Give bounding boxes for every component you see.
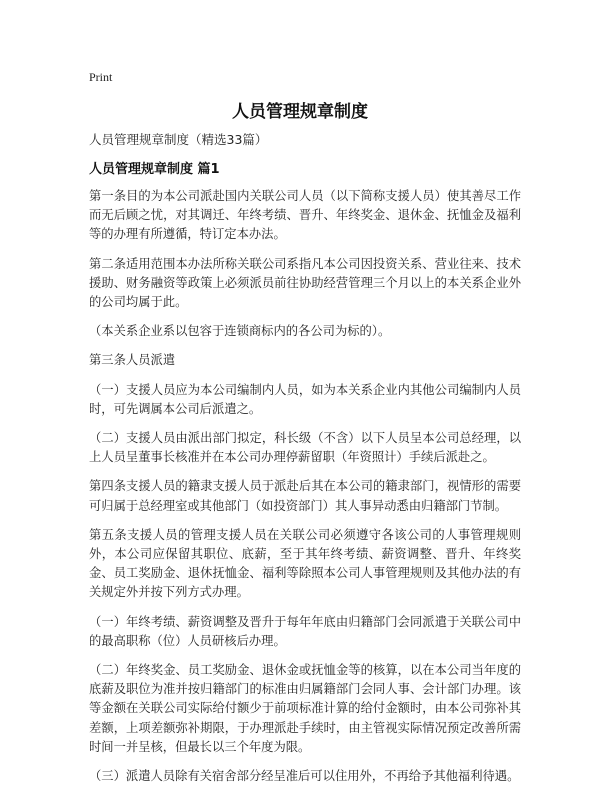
paragraph-article-4: 第四条支援人员的籍隶支援人员于派赴后其在本公司的籍隶部门，视情形的需要可归属于总经理室或其他部门（如投资部门）其人事异动悉由归籍部门节制。 <box>89 479 521 513</box>
paragraph-article-3-heading: 第三条人员派遣 <box>89 353 176 368</box>
document-body <box>89 130 521 796</box>
paragraph-article-1: 第一条目的为本公司派赴国内关联公司人员（以下简称支援人员）使其善尽工作而无后顾之忧，对其调迁、年终考绩、晋升、年终奖金、退休金、抚恤金及福利等的办理有所遵循，特订定本办法。 <box>89 189 521 242</box>
document-subtitle: 人员管理规章制度（精选33篇） <box>89 132 268 147</box>
section-heading: 人员管理规章制度 篇1 <box>89 162 220 177</box>
paragraph-item-2: （二）支援人员由派出部门拟定，科长级（不含）以下人员呈本公司总经理，以上人员呈董事长核准并在本公司办理停薪留职（年资照计）手续后派赴之。 <box>89 431 521 465</box>
paragraph-article-2: 第二条适用范围本办法所称关联公司系指凡本公司因投资关系、营业往来、技术援助、财务融资等政策上必须派员前往协助经营管理三个月以上的本关系企业外的公司均属于此。 <box>89 256 521 310</box>
paragraph-article-5: 第五条支援人员的管理支援人员在关联公司必须遵守各该公司的人事管理规则外，本公司应保留其职位、底薪，至于其年终考绩、薪资调整、晋升、年终奖金、员工奖励金、退休抚恤金、福利等除照本公司人事管理规则及其他办法的有关规定外并按下列方式办理。 <box>89 527 521 600</box>
paragraph-item-5-1: （一）年终考绩、薪资调整及晋升于每年年底由归籍部门会同派遣于关联公司中的最高职称（位）人员研核后办理。 <box>89 614 521 648</box>
print-link[interactable]: Print <box>89 70 113 84</box>
paragraph-item-5-2: （二）年终奖金、员工奖励金、退休金或抚恤金等的核算，以在本公司当年度的底薪及职位为准并按归籍部门的标准由归属籍部门会同人事、会计部门办理。该等金额在关联公司实际给付额少于前项标准计算的给付金额时，由本公司弥补其差额，上项差额弥补期限，于办理派赴手续时，由主管视实际情况预定改善所需时间一并呈核，但最长以三个年度为限。 <box>89 663 521 754</box>
page-title: 人员管理规章制度 <box>232 102 368 122</box>
paragraph-item-1: （一）支援人员应为本公司编制内人员，如为本关系企业内其他公司编制内人员时，可先调属本公司后派遣之。 <box>89 382 521 416</box>
paragraph-note: （本关系企业系以包容于连锁商标内的各公司为标的）。 <box>89 324 391 339</box>
paragraph-item-5-3: （三）派遣人员除有关宿舍部分经呈准后可以住用外，不再给予其他福利待遇。 <box>89 769 520 784</box>
